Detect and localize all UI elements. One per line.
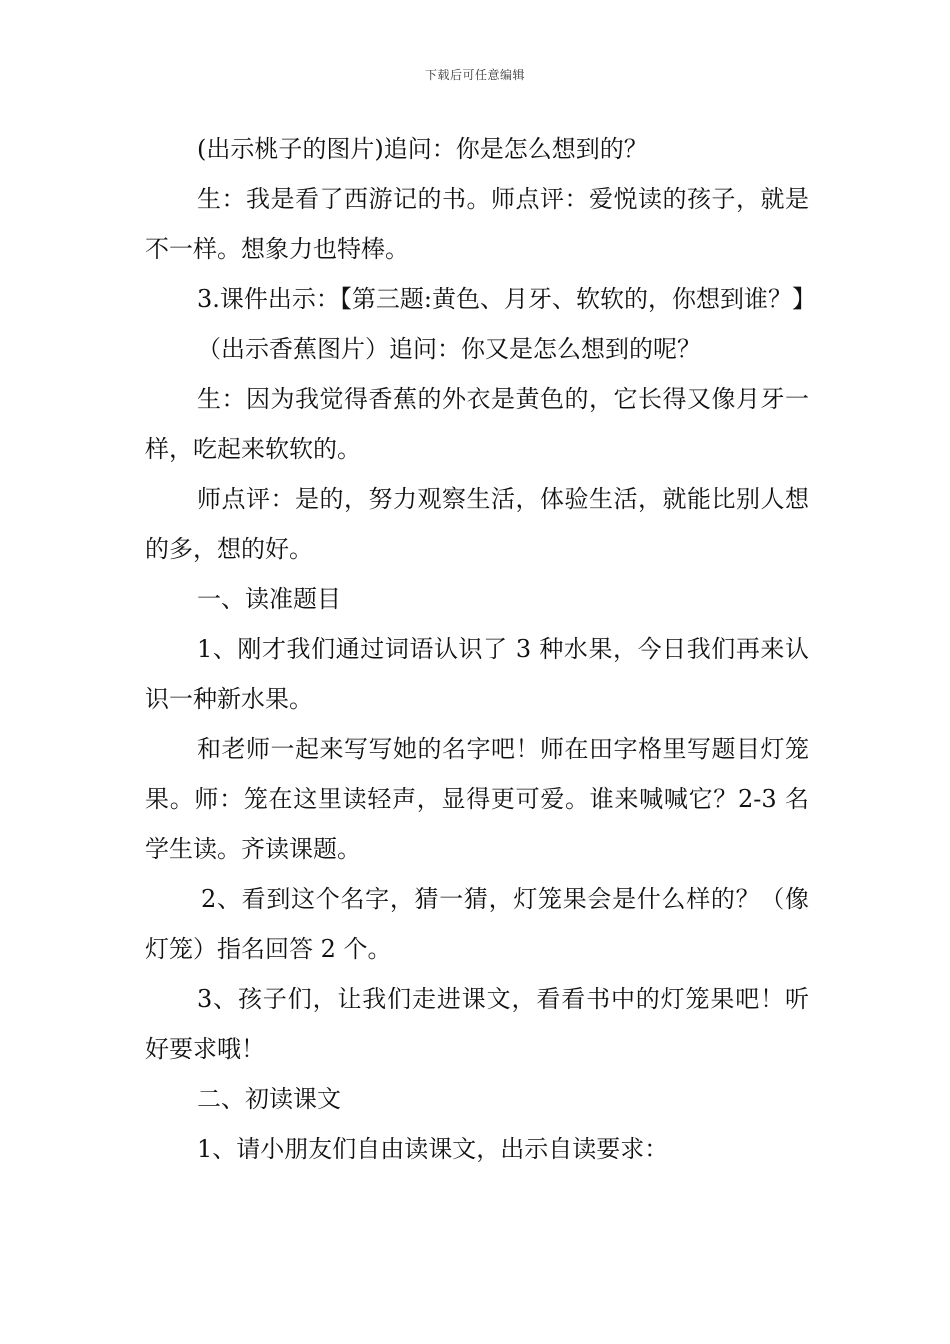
paragraph: (出示桃子的图片)追问：你是怎么想到的？: [197, 135, 648, 163]
document-body: [145, 124, 816, 1174]
paragraph: 3、孩子们，让我们走进课文，看看书中的灯笼果吧！听好要求哦！: [145, 985, 809, 1063]
paragraph: 生：我是看了西游记的书。师点评：爱悦读的孩子，就是不一样。想象力也特棒。: [145, 185, 809, 263]
paragraph: 1、刚才我们通过词语认识了 3 种水果，今日我们再来认识一种新水果。: [145, 635, 809, 713]
paragraph: 师点评：是的，努力观察生活，体验生活，就能比别人想的多，想的好。: [145, 485, 809, 563]
paragraph: 2、看到这个名字，猜一猜，灯笼果会是什么样的？（像灯笼）指名回答 2 个。: [145, 885, 809, 963]
paragraph: 1、请小朋友们自由读课文，出示自读要求：: [197, 1135, 669, 1163]
section-heading: 一、读准题目: [197, 585, 341, 613]
page-header: 下载后可任意编辑: [424, 68, 525, 82]
paragraph: 3.课件出示：【第三题:黄色、月牙、软软的，你想到谁？】: [197, 285, 816, 313]
paragraph: 和老师一起来写写她的名字吧！师在田字格里写题目灯笼果。师：笼在这里读轻声，显得更可爱。谁来喊喊它？2-3 名学生读。齐读课题。: [145, 735, 809, 863]
paragraph: 生：因为我觉得香蕉的外衣是黄色的，它长得又像月牙一样，吃起来软软的。: [145, 385, 809, 463]
section-heading: 二、初读课文: [197, 1085, 341, 1113]
paragraph: （出示香蕉图片）追问：你又是怎么想到的呢？: [197, 335, 701, 363]
